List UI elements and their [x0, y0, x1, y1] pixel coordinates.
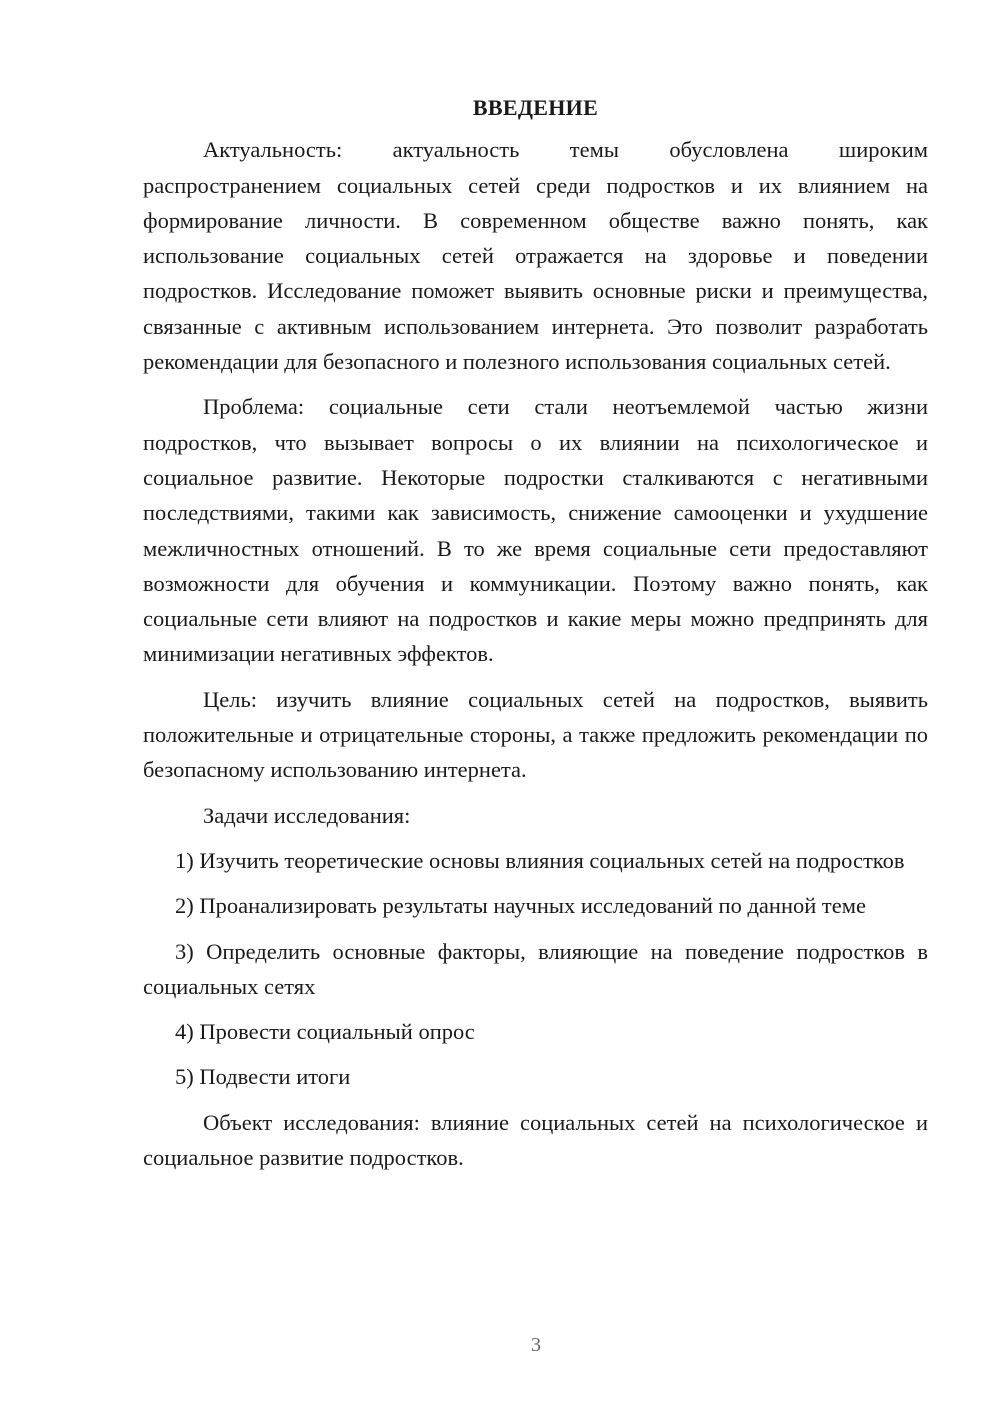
task-item-2: 2) Проанализировать результаты научных исследований по данной теме: [175, 893, 866, 919]
object-paragraph: Объект исследования: влияние социальных сетей на психологическое и социальное развитие подростков.: [143, 1109, 928, 1171]
page-number: 3: [531, 1334, 541, 1356]
problem-paragraph: Проблема: социальные сети стали неотъемлемой частью жизни подростков, что вызывает вопросы о их влиянии на психологическое и социальное развитие. Некоторые подростки сталкиваются с негативными последствиями, такими как зависимость, снижение самооценки и ухудшение межличностных отношений. В то же время социальные сети предоставляют возможности для обучения и коммуникации. Поэтому важно понять, как социальные сети влияют на подростков и какие меры можно предпринять для минимизации негативных эффектов.: [143, 394, 928, 667]
section-heading: ВВЕДЕНИЕ: [472, 95, 599, 120]
task-item-5: 5) Подвести итоги: [175, 1064, 351, 1090]
goal-paragraph: Цель: изучить влияние социальных сетей на подростков, выявить положительные и отрицательные стороны, а также предложить рекомендации по безопасному использованию интернета.: [143, 686, 928, 783]
relevance-paragraph: Актуальность: актуальность темы обусловлена широким распространением социальных сетей среди подростков и их влиянием на формирование личности. В современном обществе важно понять, как использование социальных сетей отражается на здоровье и поведении подростков. Исследование поможет выявить основные риски и преимущества, связанные с активным использованием интернета. Это позволит разработать рекомендации для безопасного и полезного использования социальных сетей.: [143, 137, 928, 375]
task-item-1: 1) Изучить теоретические основы влияния социальных сетей на подростков: [175, 847, 905, 873]
tasks-title: Задачи исследования:: [203, 802, 411, 828]
task-item-3: 3) Определить основные факторы, влияющие на поведение подростков в социальных сетях: [143, 938, 928, 999]
document-body: [143, 90, 928, 1185]
task-item-4: 4) Провести социальный опрос: [175, 1019, 475, 1045]
